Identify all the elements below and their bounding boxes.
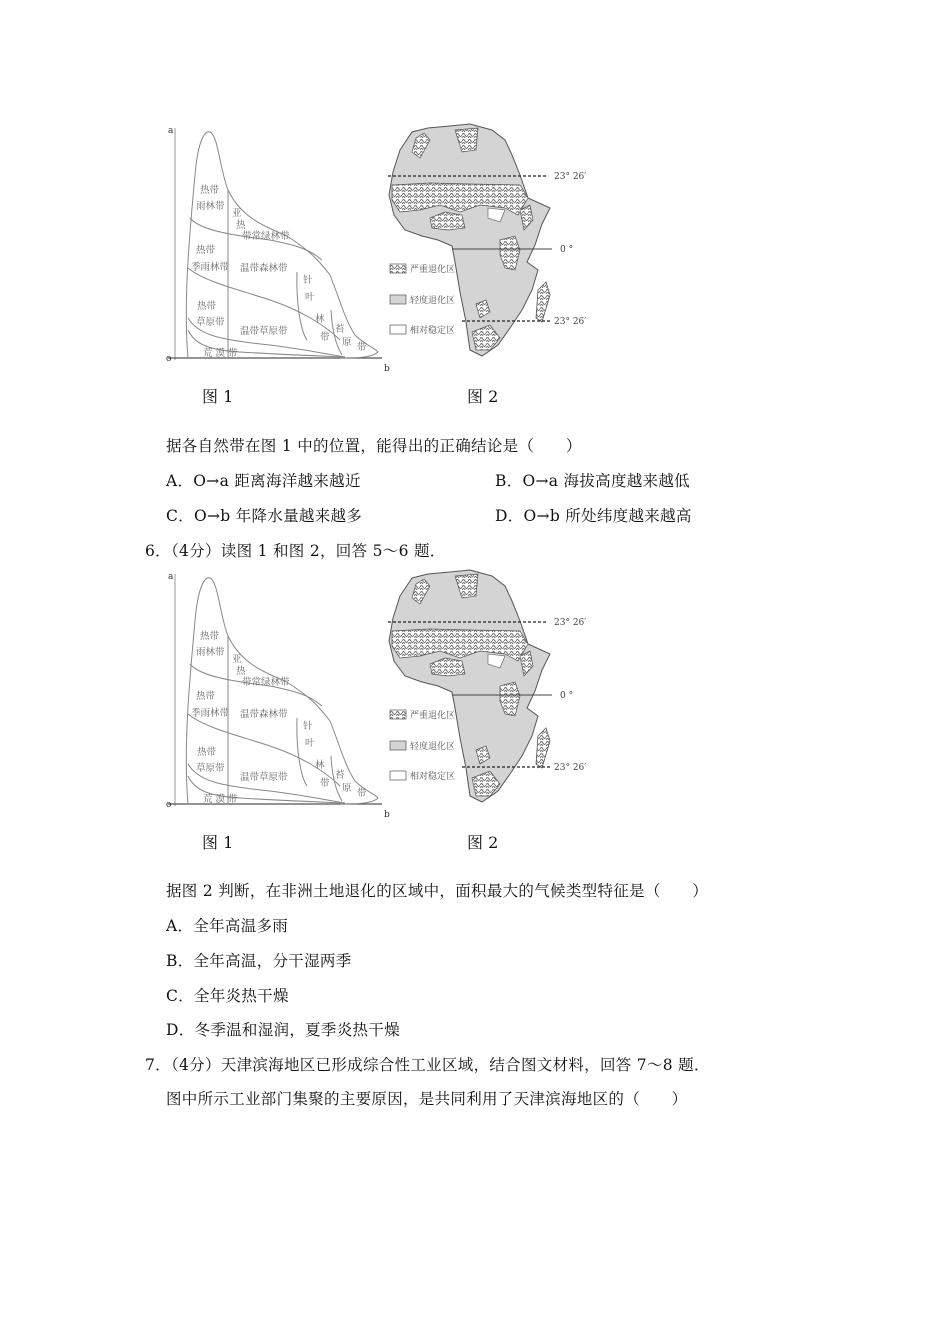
zone-label: 带常绿林带 bbox=[242, 677, 290, 688]
figure-2-africa-map bbox=[388, 570, 586, 802]
zone-label: 荒 漠 带 bbox=[203, 348, 238, 359]
figure-2-caption: 图 2 bbox=[467, 833, 499, 852]
figure-1-natural-zones bbox=[166, 126, 390, 374]
zone-label: 热带 bbox=[197, 747, 217, 758]
option-b: B．O→a 海拔高度越来越低 bbox=[495, 472, 690, 490]
zone-label: 带 bbox=[320, 332, 330, 343]
figure-natural-zones-and-africa-map bbox=[160, 120, 600, 380]
question-5-stem: 据各自然带在图 1 中的位置，能得出的正确结论是（ ） bbox=[166, 437, 582, 455]
figure-1-natural-zones bbox=[166, 572, 390, 820]
zone-label: 亚 bbox=[232, 654, 242, 665]
legend-label: 相对稳定区 bbox=[410, 772, 456, 782]
figure-natural-zones-and-africa-map bbox=[160, 566, 600, 826]
latitude-label-equator: 0 ° bbox=[560, 691, 574, 701]
zone-label: 热带 bbox=[200, 631, 220, 642]
figure-1-caption: 图 1 bbox=[202, 833, 234, 852]
legend-label: 轻度退化区 bbox=[410, 742, 456, 752]
zone-label: 原 bbox=[342, 337, 352, 348]
legend-label: 严重退化区 bbox=[410, 265, 456, 275]
legend-label: 相对稳定区 bbox=[410, 326, 456, 336]
legend-swatch-mild bbox=[390, 295, 406, 304]
figure-2-caption: 图 2 bbox=[467, 387, 499, 406]
zone-label: 草原带 bbox=[196, 763, 225, 774]
map-legend bbox=[390, 263, 455, 336]
legend-swatch-stable bbox=[390, 325, 406, 334]
option-d: D．冬季温和湿润，夏季炎热干燥 bbox=[166, 1021, 400, 1039]
zone-label: 热带 bbox=[197, 301, 217, 312]
zone-label: 亚 bbox=[232, 208, 242, 219]
latitude-label-equator: 0 ° bbox=[560, 245, 574, 255]
option-a: A．O→a 距离海洋越来越近 bbox=[166, 472, 361, 490]
latitude-label-north: 23° 26′ bbox=[554, 172, 587, 182]
zone-label: 热带 bbox=[196, 691, 216, 702]
zone-label: 带 bbox=[357, 788, 367, 799]
zone-label: 针 bbox=[303, 721, 313, 732]
legend-swatch-severe bbox=[390, 710, 406, 719]
zone-label: 温带森林带 bbox=[240, 263, 288, 274]
zone-label: 原 bbox=[342, 783, 352, 794]
zone-label: 林 bbox=[315, 314, 325, 325]
question-6-stem: 据图 2 判断，在非洲土地退化的区域中，面积最大的气候类型特征是（ ） bbox=[166, 882, 709, 900]
zone-label: 苔 bbox=[335, 324, 345, 335]
zone-label: 针 bbox=[303, 275, 313, 286]
legend-label: 轻度退化区 bbox=[410, 296, 456, 306]
zone-label: 热 bbox=[236, 220, 246, 231]
zone-label: 雨林带 bbox=[196, 647, 225, 658]
zone-label: 荒 漠 带 bbox=[203, 794, 238, 805]
latitude-label-south: 23° 26′ bbox=[554, 763, 587, 773]
option-c: C．全年炎热干燥 bbox=[166, 987, 289, 1005]
axis-label-b: b bbox=[384, 810, 390, 820]
latitude-label-south: 23° 26′ bbox=[554, 317, 587, 327]
zone-label: 季雨林带 bbox=[191, 262, 230, 273]
zone-label: 温带森林带 bbox=[240, 709, 288, 720]
zone-label: 草原带 bbox=[196, 317, 225, 328]
figure-2-africa-map bbox=[388, 124, 586, 356]
legend-swatch-stable bbox=[390, 771, 406, 780]
axis-label-o: o bbox=[166, 354, 172, 364]
option-b: B．全年高温，分干湿两季 bbox=[166, 952, 352, 970]
axis-label-a: a bbox=[168, 126, 174, 136]
zone-label: 雨林带 bbox=[196, 201, 225, 212]
question-6-header: 6．（4分）读图 1 和图 2，回答 5～6 题． bbox=[145, 542, 446, 560]
zone-label: 带常绿林带 bbox=[242, 231, 290, 242]
option-d: D．O→b 所处纬度越来越高 bbox=[495, 507, 692, 525]
zone-label: 带 bbox=[357, 342, 367, 353]
zone-label: 温带草原带 bbox=[240, 326, 288, 337]
zone-label: 热带 bbox=[200, 185, 220, 196]
figure-1-caption: 图 1 bbox=[202, 387, 234, 406]
zone-label: 热带 bbox=[196, 245, 216, 256]
zone-label: 苔 bbox=[335, 770, 345, 781]
zone-label: 季雨林带 bbox=[191, 708, 230, 719]
map-legend bbox=[390, 709, 455, 782]
question-7-stem: 图中所示工业部门集聚的主要原因，是共同利用了天津滨海地区的（ ） bbox=[166, 1090, 688, 1108]
zone-label: 林 bbox=[315, 760, 325, 771]
option-c: C．O→b 年降水量越来越多 bbox=[166, 507, 363, 525]
option-a: A．全年高温多雨 bbox=[166, 917, 289, 935]
axis-label-o: o bbox=[166, 800, 172, 810]
question-7-header: 7．（4分）天津滨海地区已形成综合性工业区域，结合图文材料，回答 7～8 题． bbox=[145, 1056, 710, 1074]
axis-label-a: a bbox=[168, 572, 174, 582]
zone-label: 叶 bbox=[305, 292, 315, 303]
latitude-label-north: 23° 26′ bbox=[554, 618, 587, 628]
axis-label-b: b bbox=[384, 364, 390, 374]
zone-label: 热 bbox=[236, 666, 246, 677]
zone-label: 温带草原带 bbox=[240, 772, 288, 783]
zone-label: 叶 bbox=[305, 738, 315, 749]
zone-label: 带 bbox=[320, 778, 330, 789]
legend-label: 严重退化区 bbox=[410, 711, 456, 721]
legend-swatch-mild bbox=[390, 741, 406, 750]
legend-swatch-severe bbox=[390, 264, 406, 273]
